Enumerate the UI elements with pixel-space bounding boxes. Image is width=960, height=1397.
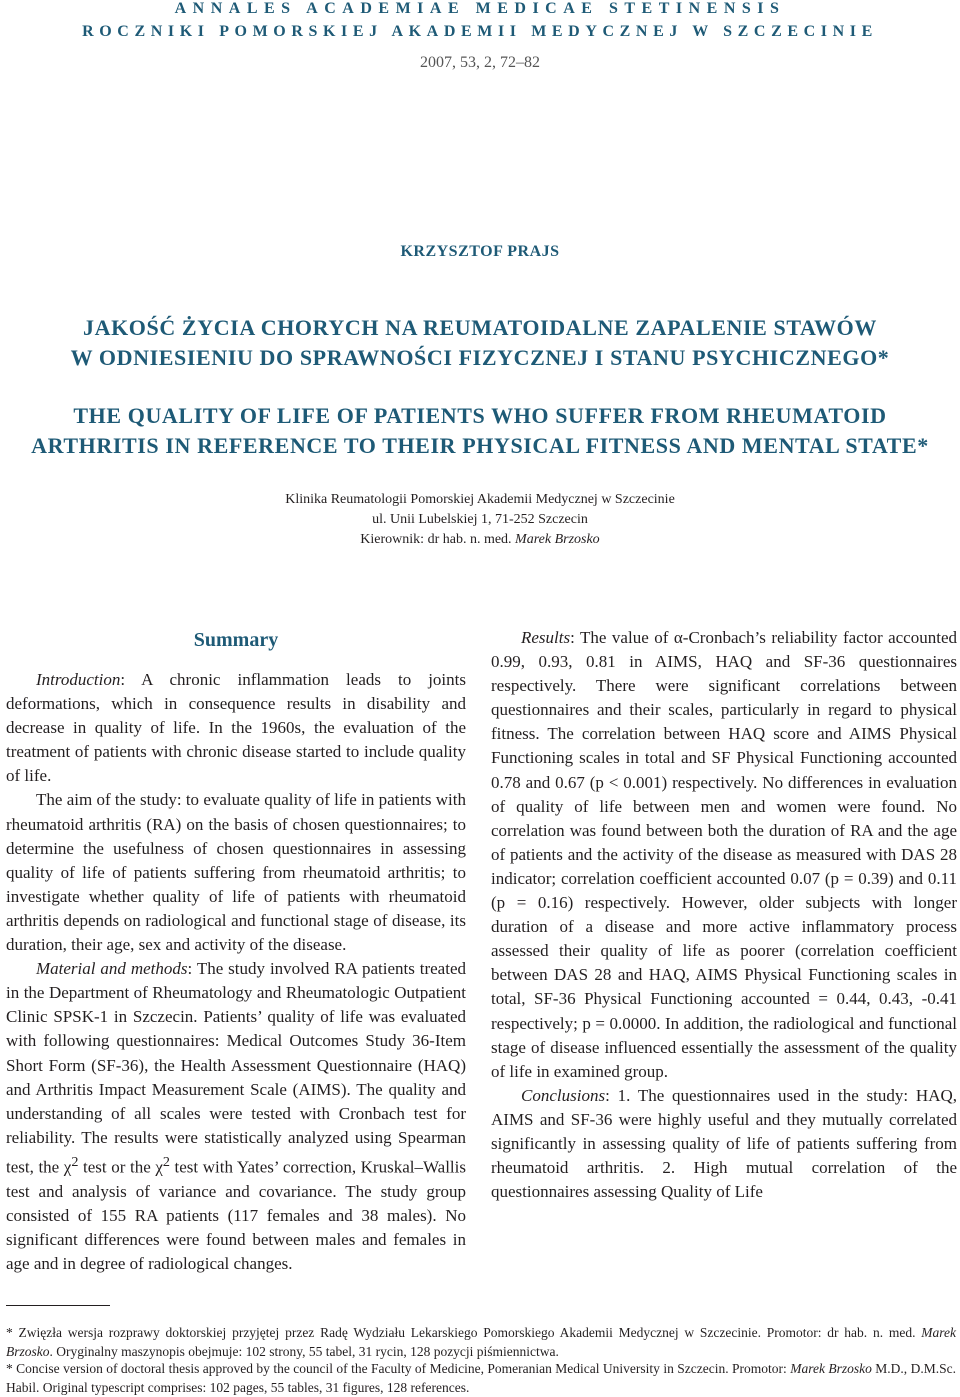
- introduction-label: Introduction: [36, 670, 121, 689]
- footnote-polish: [6, 1323, 956, 1361]
- conclusions-label: Conclusions: [521, 1085, 606, 1105]
- affiliation-head-prefix: Kierownik: dr hab. n. med.: [360, 532, 516, 547]
- methods-text-1: : The study involved RA patients treated in the Department of Rheumatology and Rheumatologic Outpatient Clinic SPSK-1 in Szczecin. Patients’ quality of life was evaluated with following questionnaires: Medical Outcomes Study 36-Item Short Form (SF-36), the Health Assessment Questionnaire (HAQ) and Arthritis Impact Measurement Scale (AIMS). The quality and understanding of all scales were tested with Cronbach test for reliability. The results were statistically analyzed using Spearman test, the χ: [6, 959, 466, 1177]
- title-polish-line-2: W ODNIESIENIU DO SPRAWNOŚCI FIZYCZNEJ I STANU PSYCHICZNEGO*: [70, 345, 890, 370]
- affiliation-head-name: Marek Brzosko: [515, 532, 600, 547]
- title-polish: [0, 313, 960, 373]
- footnote-english-text-1: * Concise version of doctoral thesis approved by the council of the Faculty of Medicine, Pomeranian Medical University in Szczecin. Promotor:: [6, 1361, 791, 1376]
- journal-name-polish: ROCZNIKI POMORSKIEJ AKADEMII MEDYCZNEJ W SZCZECINIE: [82, 23, 878, 40]
- footnote-english-promotor: Marek Brzosko: [790, 1361, 872, 1376]
- summary-left-column: [6, 626, 466, 1276]
- conclusions-text: : 1. The questionnaires used in the study: HAQ, AIMS and SF-36 were highly useful and they mutually correlated significantly in assessing quality of life of patients suffering from rheumatoid arthritis. 2. High mutual correlation of the questionnaires assessing Quality of Life: [491, 1085, 957, 1202]
- footnote-english-text-2: M.D., D.M.Sc. Habil. Original typescript comprises: 102 pages, 55 tables, 31 figures, 128 references.: [6, 1361, 956, 1395]
- footnote-polish-text-2: . Oryginalny maszynopis obejmuje: 102 strony, 55 tabel, 31 rycin, 128 pozycji piśmiennictwa.: [49, 1344, 559, 1359]
- affiliation: [0, 490, 960, 550]
- title-english: [0, 401, 960, 461]
- journal-name-latin: ANNALES ACADEMIAE MEDICAE STETINENSIS: [174, 0, 786, 17]
- footnote-divider: [6, 1305, 110, 1306]
- footnote-english: [6, 1359, 956, 1397]
- title-english-line-1: THE QUALITY OF LIFE OF PATIENTS WHO SUFFER FROM RHEUMATOID: [73, 403, 887, 428]
- methods-label: Material and methods: [36, 959, 188, 979]
- affiliation-head: [0, 530, 960, 550]
- results-text: : The value of α-Cronbach’s reliability factor accounted 0.99, 0.93, 0.81 in AIMS, HAQ and SF-36 questionnaires respectively. There were significant correlations between questionnaires and their scales, particularly in regard to physical fitness. The correlation between HAQ score and AIMS Physical Functioning scales in total and SF Physical Functioning accounted 0.78 and 0.67 (p < 0.001) respectively. No differences in evaluation of quality of life between men and women were found. No correlation was found between both the duration of RA and the age of patients and the activity of the disease as measured with DAS 28 indicator; correlation coefficient accounted 0.07 (p = 0.39) and 0.11 (p = 0.16) respectively. However, older subjects with longer duration of a disease and more active inflammatory process assessed their quality of life as poorer (correlation coefficient between DAS 28 and HAQ, AIMS Physical Functioning scales in total, SF-36 Physical Functioning accounted = 0.44, 0.43, -0.41 respectively; p = 0.0000. In addition, the radiological and functional stage of disease influenced essentially the assessment of the quality of life in examined group.: [491, 628, 957, 1081]
- results-label: Results: [521, 628, 571, 647]
- summary-right-column: [491, 626, 957, 1204]
- methods-superscript-1: 2: [71, 1153, 79, 1170]
- title-polish-line-1: JAKOŚĆ ŻYCIA CHORYCH NA REUMATOIDALNE ZAPALENIE STAWÓW: [83, 315, 877, 340]
- footnote-polish-text-1: * Zwięzła wersja rozprawy doktorskiej przyjętej przez Radę Wydziału Lekarskiego Pomorskiego Akademii Medycznej w Szczecinie. Promotor: dr hab. n. med.: [6, 1325, 922, 1340]
- affiliation-clinic: Klinika Reumatologii Pomorskiej Akademii Medycznej w Szczecinie: [285, 492, 675, 507]
- citation-reference: 2007, 53, 2, 72–82: [420, 54, 540, 71]
- footnote-polish-promotor: Marek Brzosko: [6, 1325, 956, 1359]
- author-name: KRZYSZTOF PRAJS: [400, 243, 560, 260]
- conclusions-paragraph: [491, 1084, 957, 1204]
- introduction-text: : A chronic inflammation leads to joints deformations, which in consequence results in disability and decrease in quality of life. In the 1960s, the evaluation of the treatment of patients with chronic disease started to include quality of life.: [6, 670, 466, 786]
- introduction-paragraph: [6, 668, 466, 788]
- methods-paragraph: [6, 957, 466, 1276]
- title-english-line-2: ARTHRITIS IN REFERENCE TO THEIR PHYSICAL FITNESS AND MENTAL STATE*: [31, 433, 929, 458]
- results-paragraph: [491, 626, 957, 1084]
- aim-paragraph: The aim of the study: to evaluate quality of life in patients with rheumatoid arthritis (RA) on the basis of chosen questionnaires; to determine the usefulness of chosen questionnaires in assessing quality of life of patients suffering from rheumatoid arthritis; to investigate whether quality of life of patients with rheumatoid arthritis depends on radiological and functional stage of disease, its duration, their age, sex and activity of the disease.: [6, 790, 466, 955]
- methods-text-2: test or the χ: [78, 1157, 163, 1177]
- summary-heading: Summary: [193, 629, 279, 651]
- methods-superscript-2: 2: [162, 1153, 170, 1170]
- methods-text-3: test with Yates’ correction, Kruskal–Wallis test and analysis of variance and covariance. The study group consisted of 155 RA patients (117 females and 38 males). No significant differences were found between males and females in age and in degree of radiological changes.: [6, 1157, 466, 1273]
- affiliation-address: ul. Unii Lubelskiej 1, 71-252 Szczecin: [372, 512, 588, 527]
